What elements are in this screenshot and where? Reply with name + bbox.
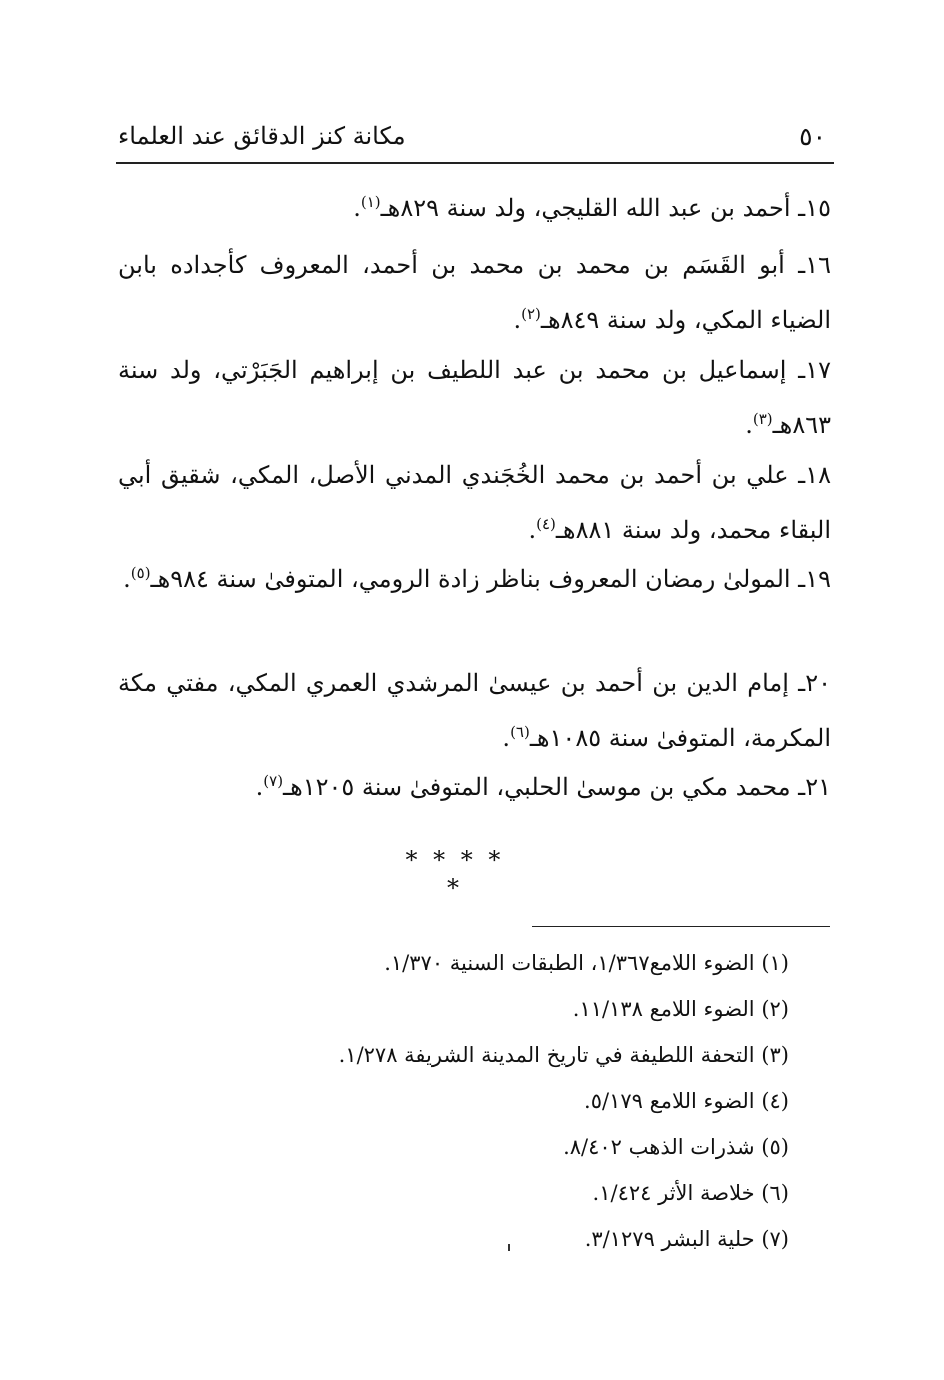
- header-rule: [116, 162, 834, 164]
- entry-text: ١٩ـ المولىٰ رمضان المعروف بناظر زادة الرومي، المتوفىٰ سنة ٩٨٤هـ: [150, 565, 831, 593]
- entry-end: .: [353, 194, 361, 222]
- footnote-ref: (٢): [521, 305, 541, 323]
- entry-text: ١٨ـ علي بن أحمد بن محمد الخُجَندي المدني الأصل، المكي، شقيق أبي البقاء محمد، ولد سنة ٨٨١هـ: [118, 461, 831, 544]
- footnote-6: (٦) خلاصة الأثر ١/٤٢٤.: [592, 1181, 789, 1205]
- footnote-ref: (٦): [510, 723, 530, 741]
- entry-end: .: [528, 516, 537, 544]
- entry-21: [118, 760, 831, 815]
- footnote-ref: (١): [360, 193, 381, 211]
- entry-text: ١٧ـ إسماعيل بن محمد بن عبد اللطيف بن إبراهيم الجَبَرْتي، ولد سنة ٨٦٣هـ: [118, 356, 831, 439]
- page-header: [116, 122, 834, 162]
- entry-text: ٢١ـ محمد مكي بن موسىٰ الحلبي، المتوفىٰ سنة ١٢٠٥هـ: [283, 773, 831, 801]
- entry-20: [118, 656, 831, 766]
- running-title: مكانة كنز الدقائق عند العلماء: [118, 122, 406, 150]
- footnote-rule: [532, 926, 830, 927]
- print-speck: [508, 1244, 510, 1251]
- entry-18: [118, 448, 831, 558]
- entry-19: [118, 552, 831, 607]
- entry-end: .: [502, 724, 511, 752]
- footnote-ref: (٥): [130, 564, 151, 582]
- entry-text: ٢٠ـ إمام الدين بن أحمد بن عيسىٰ المرشدي العمري المكي، مفتي مكة المكرمة، المتوفىٰ سنة ١٠٨٥هـ: [118, 669, 831, 752]
- entry-end: .: [513, 306, 522, 334]
- entry-end: .: [123, 565, 131, 593]
- footnote-2: (٢) الضوء اللامع ١١/١٣٨.: [572, 997, 789, 1021]
- entry-text: ١٥ـ أحمد بن عبد الله القليجي، ولد سنة ٨٢٩هـ: [380, 194, 831, 222]
- entry-text: ١٦ـ أبو القَسَم بن محمد بن محمد بن أحمد، المعروف كأجداده بابن الضياء المكي، ولد سنة ٨٤٩هـ: [118, 251, 831, 334]
- footnote-3: (٣) التحفة اللطيفة في تاريخ المدينة الشريفة ١/٢٧٨.: [338, 1043, 789, 1067]
- footnote-ref: (٣): [752, 410, 773, 428]
- footnote-7: (٧) حلية البشر ٣/١٢٧٩.: [584, 1227, 789, 1251]
- footnote-5: (٥) شذرات الذهب ٨/٤٠٢.: [563, 1135, 789, 1159]
- entry-16: [118, 238, 831, 348]
- section-separator: * * * * *: [405, 846, 505, 902]
- entry-end: .: [255, 773, 264, 801]
- page-number: ٥٠: [799, 122, 826, 151]
- footnote-1: (١) الضوء اللامع١/٣٦٧، الطبقات السنية ١/٣٧٠.: [384, 951, 789, 975]
- footnote-ref: (٤): [536, 515, 556, 533]
- entry-end: .: [745, 411, 753, 439]
- footnote-4: (٤) الضوء اللامع ٥/١٧٩.: [584, 1089, 789, 1113]
- entry-15: [118, 181, 831, 236]
- entry-17: [118, 343, 831, 453]
- footnote-ref: (٧): [263, 772, 284, 790]
